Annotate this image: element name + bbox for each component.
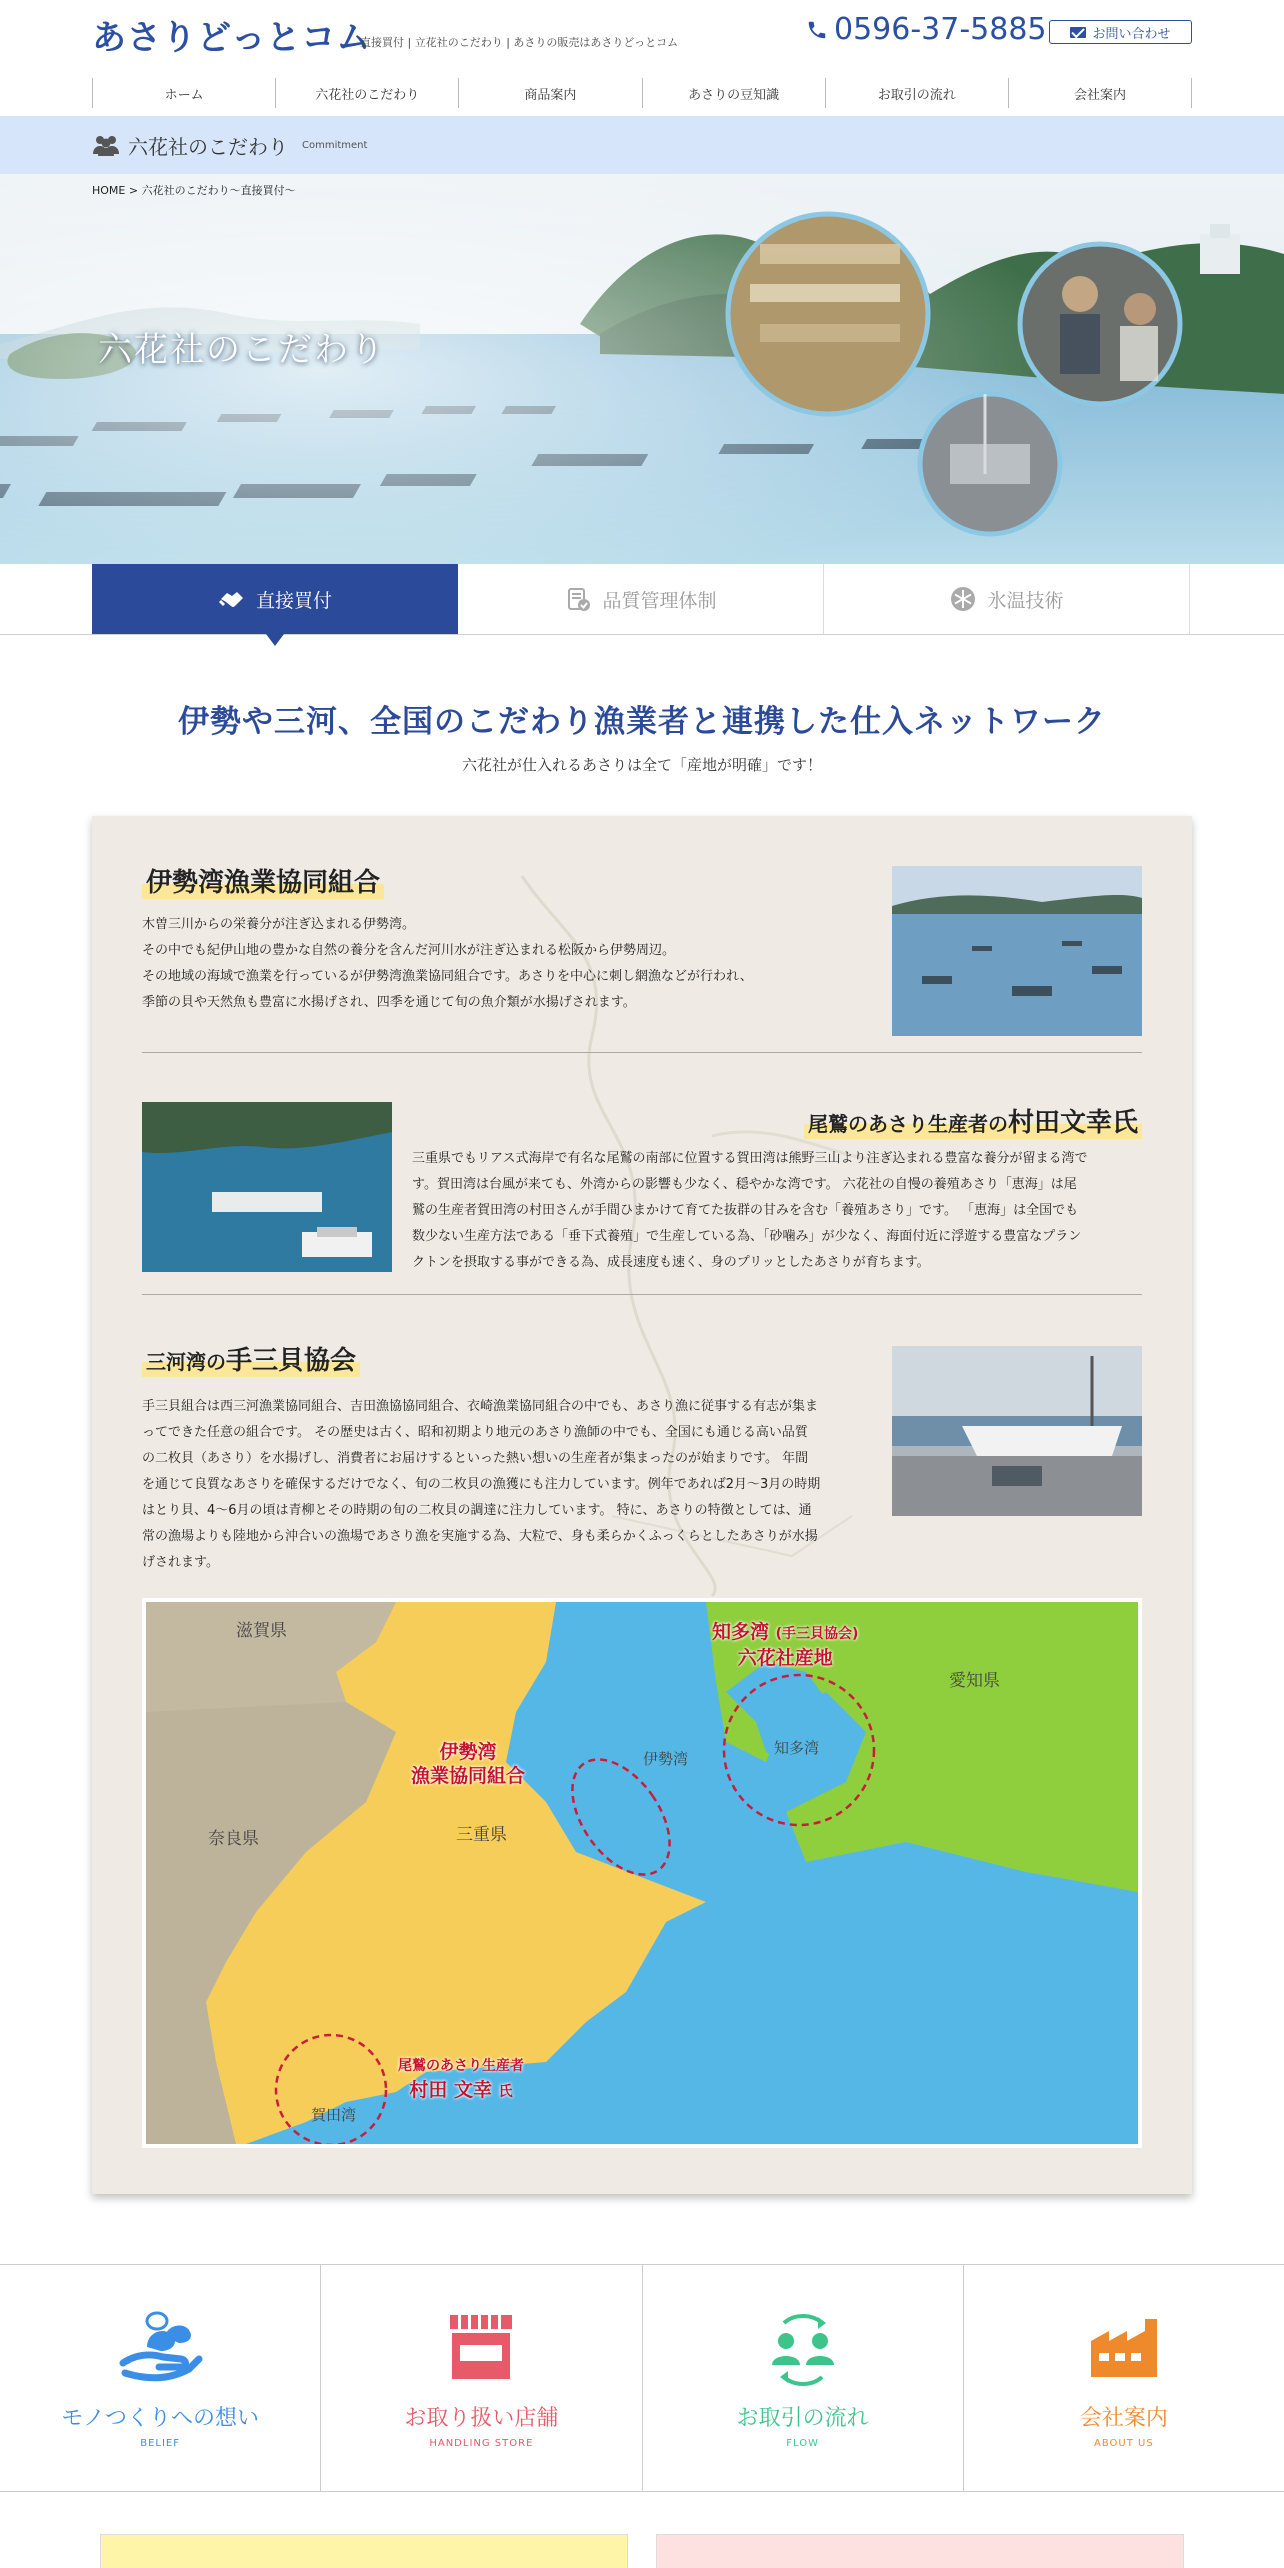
photo-ise-bay <box>892 866 1142 1036</box>
section-divider <box>142 1294 1142 1295</box>
section-mikawa-text <box>142 1394 882 1576</box>
hero-banner <box>0 174 1284 564</box>
feature-about[interactable] <box>964 2265 1284 2491</box>
map-callout-chita-line1: 知多湾 <box>712 1621 770 1643</box>
site-logo[interactable]: あさりどっとコム <box>92 18 372 58</box>
section-mikawa-line: ってできた任意の組合です。 その歴史は古く、昭和初期より地元のあさり漁師の中でも、全国にも通じる高い品質 <box>142 1425 808 1440</box>
map-callout-ise-coop-line1: 伊勢湾 <box>439 1741 497 1763</box>
section-owase-title-prefix: 尾鷲のあさり生産者の <box>807 1112 1008 1136</box>
section-mikawa-line: はとり貝、4～6月の頃は青柳とその時期の旬の二枚貝の調達に注力しています。 特に、あさりの特徴としては、通 <box>142 1503 812 1518</box>
site-tagline: 直接買付 | 立花社のこだわり | あさりの販売はあさりどっとコム <box>360 36 679 49</box>
section-owase-text <box>412 1146 1152 1276</box>
section-owase-title <box>804 1102 1142 1139</box>
checklist-icon <box>564 585 592 613</box>
band-subtitle: Commitment <box>302 139 368 151</box>
supplier-panel <box>92 816 1192 2194</box>
contact-button[interactable] <box>1049 20 1192 44</box>
sub-tabs <box>92 564 1192 634</box>
map-callout-ise-coop <box>411 1740 525 1788</box>
section-band <box>0 116 1284 174</box>
section-mikawa-title-main: 手三貝協会 <box>226 1346 357 1376</box>
tab-quality-control[interactable] <box>458 564 824 634</box>
global-nav <box>92 78 1192 108</box>
map-callout-ise-coop-line2: 漁業協同組合 <box>411 1765 526 1787</box>
feature-about-sub: ABOUT US <box>1094 2438 1154 2449</box>
section-mikawa-line: 常の漁場よりも陸地から沖合いの漁場であさり漁を実施する為、大粒で、身も柔らかくふっくらとしたあさりが水揚 <box>142 1529 818 1544</box>
map-callout-murata <box>398 2054 524 2104</box>
mail-icon <box>1070 27 1086 38</box>
section-mikawa-title <box>142 1340 360 1377</box>
section-ise-text <box>142 912 842 1016</box>
map-callout-murata-line2: 村田 文幸 <box>409 2079 492 2101</box>
map-callout-murata-suffix: 氏 <box>498 2084 513 2100</box>
tab-direct-purchase[interactable] <box>92 564 458 634</box>
section-owase-line: 鷲の生産者賀田湾の村田さんが手間ひまかけて育てた抜群の甘みを含む「養殖あさり」です。 「恵海」は全国でも <box>412 1203 1079 1218</box>
map-label-chitawan: 知多湾 <box>774 1739 820 1757</box>
hand-shell-icon <box>115 2307 205 2387</box>
intro-subheading: 六花社が仕入れるあさりは全て「産地が明確」です！ <box>461 756 822 774</box>
hero-title: 六花社のこだわり <box>98 330 386 370</box>
map-label-kadawan: 賀田湾 <box>311 2106 357 2124</box>
people-icon <box>92 134 120 156</box>
factory-icon <box>1079 2307 1169 2387</box>
store-icon <box>436 2307 526 2387</box>
section-ise-line: その中でも紀伊山地の豊かな自然の養分を含んだ河川水が注ぎ込まれる松阪から伊勢周辺。 <box>142 943 676 958</box>
map-callout-chita-line2: 六花社産地 <box>737 1647 833 1669</box>
promo-banner-left[interactable] <box>100 2534 628 2568</box>
map-label-nara: 奈良県 <box>208 1829 259 1849</box>
nav-item-commitment[interactable]: 六花社のこだわり <box>276 78 459 108</box>
feature-belief-sub: BELIEF <box>140 2438 181 2449</box>
section-mikawa-line: 手三貝組合は西三河漁業協同組合、吉田漁協協同組合、衣崎漁業協同組合の中でも、あさり漁に従事する有志が集ま <box>142 1399 819 1414</box>
section-mikawa <box>142 1340 360 1377</box>
section-mikawa-title-prefix: 三河湾の <box>146 1350 226 1374</box>
section-ise <box>142 862 384 899</box>
tab-ice-temperature-label: 氷温技術 <box>987 589 1064 612</box>
section-owase-line: 数少ない生産方法である「垂下式養殖」で生産している為、「砂噛み」が少なく、海面付近に浮遊する豊富なプラン <box>412 1229 1082 1244</box>
tab-quality-control-label: 品質管理体制 <box>602 589 717 612</box>
feature-flow-sub: FLOW <box>786 2438 819 2449</box>
feature-stores-sub: HANDLING STORE <box>429 2438 534 2449</box>
map-callout-chita-line1-sub: (手三貝協会) <box>775 1626 859 1642</box>
phone-number-text: 0596-37-5885 <box>834 12 1047 47</box>
section-mikawa-line: の二枚貝（あさり）を水揚げし、消費者にお届けするといった熱い想いの生産者が集まったのが始まりです。 年間 <box>142 1451 809 1466</box>
nav-item-company[interactable]: 会社案内 <box>1009 78 1192 108</box>
feature-belief-title: モノつくりへの想い <box>61 2406 260 2431</box>
photo-owase-harbor <box>142 1102 392 1272</box>
section-ise-line: 季節の貝や天然魚も豊富に水揚げされ、四季を通じて旬の魚介類が水揚げされます。 <box>142 995 636 1010</box>
tabs-baseline <box>0 634 1284 635</box>
section-mikawa-line: げされます。 <box>142 1555 219 1570</box>
map-label-isewan: 伊勢湾 <box>643 1750 689 1768</box>
phone-icon <box>806 19 828 41</box>
section-mikawa-line: を通じて良質なあさりを確保するだけでなく、旬の二枚貝の漁獲にも注力しています。例年であれば2月～3月の時期 <box>142 1477 821 1492</box>
section-owase-title-main: 村田文幸氏 <box>1007 1108 1138 1138</box>
handshake-icon <box>218 585 246 613</box>
flow-people-icon <box>758 2307 848 2387</box>
section-ise-line: 木曽三川からの栄養分が注ぎ込まれる伊勢湾。 <box>142 917 416 932</box>
section-divider <box>142 1052 1142 1053</box>
map-label-shiga: 滋賀県 <box>236 1621 287 1641</box>
feature-stores-title: お取り扱い店舗 <box>404 2406 559 2431</box>
tab-direct-purchase-label: 直接買付 <box>255 589 332 612</box>
nav-item-trivia[interactable]: あさりの豆知識 <box>643 78 826 108</box>
section-owase <box>712 1102 1142 1139</box>
snowflake-icon <box>949 585 977 613</box>
section-ise-line: その地域の海域で漁業を行っているが伊勢湾漁業協同組合です。あさりを中心に刺し網漁などが行われ、 <box>142 969 753 984</box>
nav-item-products[interactable]: 商品案内 <box>459 78 642 108</box>
map-callout-chita <box>712 1620 858 1670</box>
intro-heading: 伊勢や三河、全国のこだわり漁業者と連携した仕入ネットワーク <box>178 704 1106 740</box>
feature-about-title: 会社案内 <box>1079 2406 1168 2431</box>
breadcrumb[interactable]: HOME > 六花社のこだわり～直接買付～ <box>92 184 296 197</box>
nav-item-home[interactable]: ホーム <box>93 78 276 108</box>
phone-number <box>806 12 1047 47</box>
map-label-mie: 三重県 <box>456 1825 507 1845</box>
map-callout-murata-line1: 尾鷲のあさり生産者 <box>398 2058 524 2074</box>
promo-banner-right[interactable] <box>656 2534 1184 2568</box>
tab-ice-temperature[interactable] <box>824 564 1190 634</box>
section-owase-line: クトンを摂取する事ができる為、成長速度も速く、身のプリッとしたあさりが育ちます。 <box>412 1255 930 1270</box>
section-owase-line: 三重県でもリアス式海岸で有名な尾鷲の南部に位置する賀田湾は熊野三山より注ぎ込まれる豊富な養分が留まる湾で <box>412 1151 1088 1166</box>
feature-flow-title: お取引の流れ <box>736 2406 869 2431</box>
contact-button-label: お問い合わせ <box>1092 26 1171 42</box>
section-owase-line: す。賀田湾は台風が来ても、外湾からの影響も少なく、穏やかな湾です。 六花社の自慢の養殖あさり「恵海」は尾 <box>412 1177 1077 1192</box>
feature-links <box>0 2264 1284 2492</box>
photo-mikawa-boat <box>892 1346 1142 1516</box>
band-title: 六花社のこだわり <box>128 134 288 159</box>
site-header <box>0 0 1284 70</box>
feature-belief[interactable] <box>0 2265 321 2491</box>
feature-stores[interactable] <box>321 2265 642 2491</box>
feature-flow[interactable] <box>643 2265 964 2491</box>
nav-item-flow[interactable]: お取引の流れ <box>826 78 1009 108</box>
section-ise-title: 伊勢湾漁業協同組合 <box>142 862 384 899</box>
map-label-aichi: 愛知県 <box>949 1671 1000 1691</box>
supplier-map <box>142 1598 1142 2148</box>
